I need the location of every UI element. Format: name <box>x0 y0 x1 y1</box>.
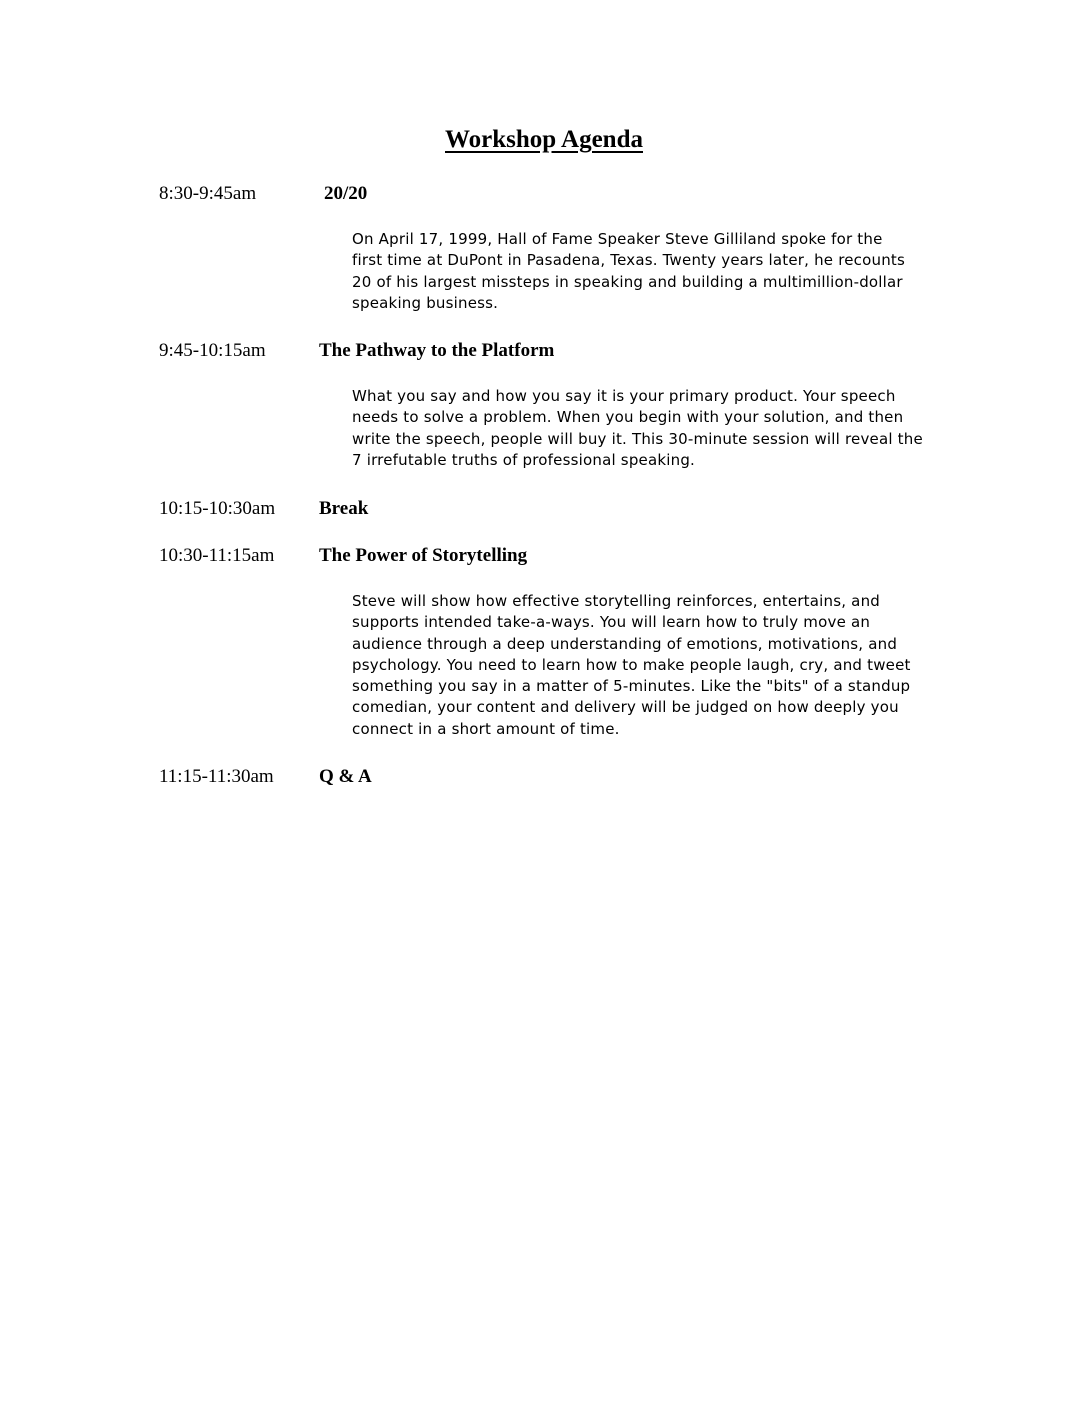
page-title: Workshop Agenda <box>445 126 643 153</box>
session-title: Break <box>319 498 369 519</box>
session-title: The Power of Storytelling <box>319 545 528 566</box>
session-description: What you say and how you say it is your primary product. Your speech needs to solve a problem. When you begin with your solution, and then write the speech, people will buy it. This 30-minute session will reveal the 7 irrefutable truths of professional speaking. <box>352 387 923 469</box>
session-time: 10:15-10:30am <box>159 498 276 519</box>
session-title: Q & A <box>319 766 372 787</box>
session-description: Steve will show how effective storytelling reinforces, entertains, and supports intended take-a-ways. You will learn how to truly move an audience through a deep understanding of emotions, motivations, and psychology. You need to learn how to make people laugh, cry, and tweet something you say in a matter of 5-minutes. Like the "bits" of a standup comedian, your content and delivery will be judged on how deeply you connect in a short amount of time. <box>352 592 911 738</box>
session-time: 10:30-11:15am <box>159 545 275 566</box>
session-description: On April 17, 1999, Hall of Fame Speaker Steve Gilliland spoke for the first time at DuPont in Pasadena, Texas. Twenty years later, he recounts 20 of his largest missteps in speaking and building a multimillion-dollar speaking business. <box>352 230 906 312</box>
session-time: 8:30-9:45am <box>159 183 257 204</box>
session-time: 11:15-11:30am <box>159 766 274 787</box>
session-time: 9:45-10:15am <box>159 340 266 361</box>
session-title: 20/20 <box>324 183 368 204</box>
session-title: The Pathway to the Platform <box>319 340 555 361</box>
